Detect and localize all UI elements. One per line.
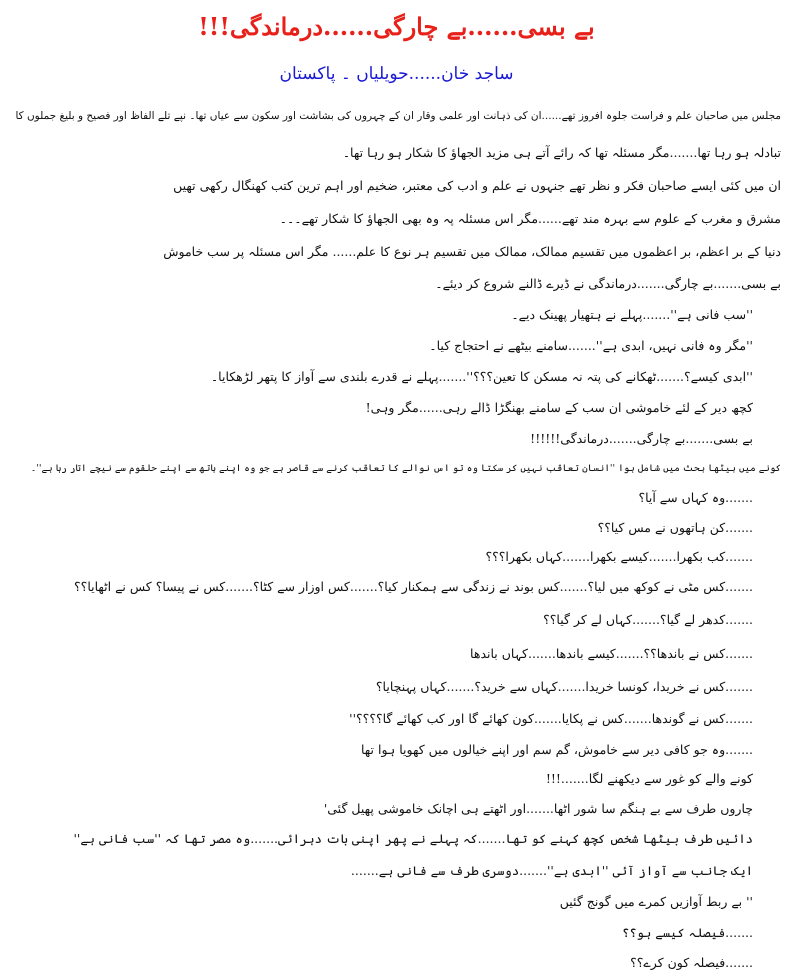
body-line: ''ابدی کیسے؟.......ٹھکانے کی پتہ نہ مسکن کا تعین؟؟؟''.......پہلے نے قدرے بلندی سے آواز کا پتھر لڑھکایا۔	[210, 369, 753, 384]
body-line: .......کس نے خریدا، کونسا خریدا.......کہاں سے خرید؟.......کہاں پہنچایا؟	[375, 679, 753, 694]
body-line: '' بے ربط آوازیں کمرے میں گونج گئیں	[559, 894, 753, 909]
body-line: ''مگر وہ فانی نہیں، ابدی ہے''.......سامنے بیٹھے نے احتجاج کیا۔	[429, 338, 753, 353]
body-line: ان میں کئی ایسے صاحبان فکر و نظر تھے جنہوں نے علم و ادب کی معتبر، ضخیم اور اہم ترین کتب کھنگال رکھی تھیں	[173, 178, 781, 193]
body-line: بے بسی.......بے چارگی.......درماندگی نے ڈیرے ڈالنے شروع کر دیئے۔	[435, 276, 781, 291]
body-line: چاروں طرف سے بے ہنگم سا شور اٹھا.......اور اٹھتے ہی اچانک خاموشی پھیل گئی'	[323, 801, 753, 816]
body-line: مجلس میں صاحبان علم و فراست جلوہ افروز تھے......ان کی ذہانت اور علمی وقار ان کے چہروں کی بشاشت اور سکون سے عیاں تھا۔ نپے تلے الفاظ اور فصیح و بلیغ جملوں کا	[15, 110, 781, 122]
body-line: .......وہ کہاں سے آیا؟	[638, 490, 753, 505]
body-line: مشرق و مغرب کے علوم سے بہرہ مند تھے......مگر اس مسئلہ پہ وہ بھی الجھاؤ کا شکار تھے۔۔۔	[279, 211, 781, 226]
body-line: ''سب فانی ہے''.......پہلے نے ہتھیار پھینک دیے۔	[511, 307, 753, 322]
body-line: .......فیصلہ کون کرے؟؟	[630, 955, 753, 970]
body-line: .......کن ہاتھوں نے مس کیا؟؟	[597, 520, 753, 535]
body-line: .......کس نے گوندھا.......کس نے پکایا.......کون کھائے گا اور کب کھائے گا؟؟؟؟''	[349, 711, 753, 726]
body-line: .......کدھر لے گیا؟.......کہاں لے کر گیا؟؟	[543, 612, 753, 627]
body-line: دائیں طرف بیٹھا شخص کچھ کہنے کو تھا.......کہ پہلے نے پھر اپنی بات دہرائی.......وہ مصر تھا کہ ''سب فانی ہے''	[73, 831, 753, 846]
body-line: ایک جانب سے آواز آئی ''ابدی ہے''.......دوسری طرف سے فانی ہے.......	[350, 863, 753, 878]
body-line: کونے والے کو غور سے دیکھنے لگا.......!!!	[545, 771, 753, 786]
body-line: .......کس مٹی نے کوکھ میں لیا؟.......کس بوند نے زندگی سے ہمکنار کیا؟.......کس اوزار سے کٹا؟.......کس نے پیسا؟ کس نے اٹھایا؟؟	[74, 579, 753, 594]
body-line: .......کب بکھرا.......کیسے بکھرا.......کہاں بکھرا؟؟؟	[485, 549, 753, 564]
body-line: دنیا کے بر اعظم، بر اعظموں میں تقسیم ممالک، ممالک میں تقسیم ہر نوع کا علم...... مگر اس مسئلہ پر سب خاموش	[163, 244, 781, 259]
author-byline: ساجد خان......حویلیاں ۔ پاکستان	[279, 64, 514, 84]
body-line: کونے میں بیٹھا بحث میں شامل ہوا ''انسان تعاقب نہیں کر سکتا وہ تو اس نوالے کا تعاقب کرنے سے قاصر ہے جو وہ اپنے ہاتھ سے اپنے حلقوم سے نیچے اتار رہا ہے''۔	[30, 463, 781, 474]
body-line: کچھ دیر کے لئے خاموشی ان سب کے سامنے بھنگڑا ڈالے رہی......مگر وہی!	[365, 400, 753, 415]
body-line: .......فیصلہ کیسے ہو؟؟	[622, 925, 753, 940]
body-line: .......کس نے باندھا؟؟.......کیسے باندھا.......کہاں باندھا	[470, 646, 753, 661]
page-title: بے بسی......بے چارگی......درماندگی!!!	[198, 12, 595, 41]
body-line: .......وہ جو کافی دیر سے خاموش، گم سم اور اپنے خیالوں میں کھویا ہوا تھا	[360, 742, 753, 757]
body-line: بے بسی.......بے چارگی.......درماندگی!!!!!!	[530, 431, 753, 446]
body-line: تبادلہ ہو رہا تھا.......مگر مسئلہ تھا کہ رائے آتے ہی مزید الجھاؤ کا شکار ہو رہا تھا۔	[342, 145, 781, 160]
